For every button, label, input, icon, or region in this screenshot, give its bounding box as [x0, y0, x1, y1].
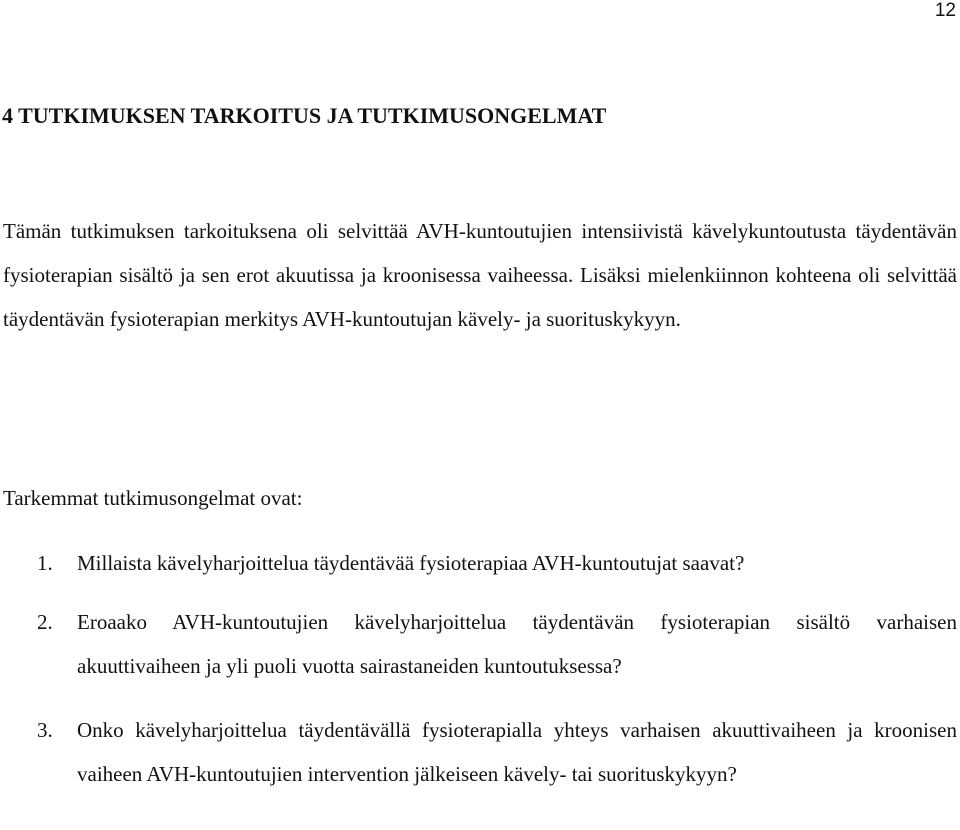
question-number: 3.	[37, 718, 53, 742]
question-number: 2.	[37, 610, 53, 634]
section-heading: 4 TUTKIMUKSEN TARKOITUS JA TUTKIMUSONGELMAT	[2, 103, 607, 128]
question-item-3	[3, 708, 957, 796]
question-text: Millaista kävelyharjoittelua täydentävää fysioterapiaa AVH-kuntoutujat saavat?	[77, 551, 745, 575]
question-number: 1.	[37, 551, 53, 575]
intro-paragraph: Tämän tutkimuksen tarkoituksena oli selvittää AVH-kuntoutujien intensiivistä kävelykuntoutusta täydentävän fysioterapian sisältö ja sen erot akuutissa ja kroonisessa vaiheessa. Lisäksi mielenkiinnon kohteena oli selvittää täydentävän fysioterapian merkitys AVH-kuntoutujan kävely- ja suorituskykyyn.	[3, 219, 957, 331]
questions-title: Tarkemmat tutkimusongelmat ovat:	[3, 486, 303, 510]
question-text: Onko kävelyharjoittelua täydentävällä fysioterapialla yhteys varhaisen akuuttivaiheen ja kroonisen vaiheen AVH-kuntoutujien intervention jälkeiseen kävely- tai suorituskykyyn?	[77, 718, 957, 786]
question-item-1	[3, 541, 957, 585]
question-text: Eroaako AVH-kuntoutujien kävelyharjoittelua täydentävän fysioterapian sisältö varhaisen akuuttivaiheen ja yli puoli vuotta sairastaneiden kuntoutuksessa?	[77, 610, 957, 678]
page-number: 12	[934, 0, 956, 21]
question-item-2	[3, 600, 957, 688]
